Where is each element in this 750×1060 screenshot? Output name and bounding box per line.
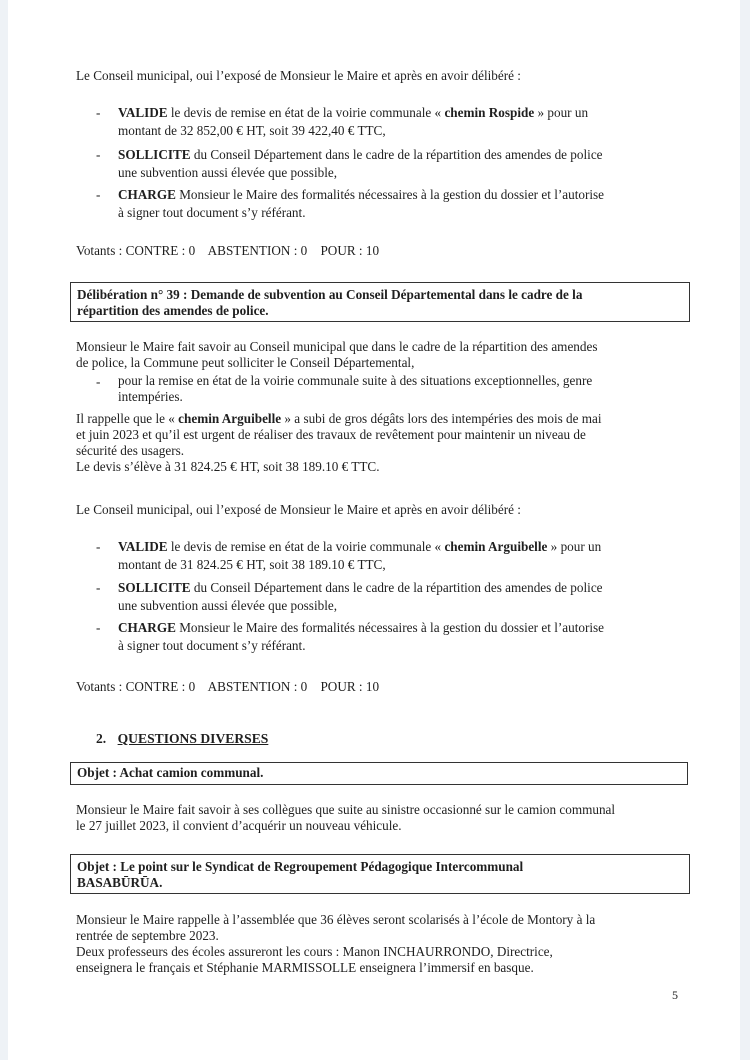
votes-2: Votants : CONTRE : 0 ABSTENTION : 0 POUR : 10: [76, 679, 380, 694]
objet-srpi-title: [70, 854, 690, 894]
objet-srpi-title-line-1: Objet : Le point sur le Syndicat de Regroupement Pédagogique Intercommunal: [77, 859, 524, 874]
page-number: 5: [672, 988, 678, 1002]
council-intro-2: Le Conseil municipal, oui l’exposé de Monsieur le Maire et après en avoir délibéré :: [76, 502, 521, 517]
objet-srpi-title-line-2: BASABŪRŪA.: [77, 875, 163, 890]
objet-srpi-text: Monsieur le Maire rappelle à l’assemblée que 36 élèves seront scolarisés à l’école de Montory à la rentrée de septembre 2023. Deux professeurs des écoles assureront les cours : Manon INCHAURRONDO, Directrice, enseignera le français et Stéphanie MARMISSOLLE enseignera l’immersif en basque.: [76, 912, 596, 975]
section-title: QUESTIONS DIVERSES: [117, 731, 269, 746]
decision-valide-2: VALIDE le devis de remise en état de la voirie communale « chemin Arguibelle » pour un montant de 31 824.25 € HT, soit 38 189.10 € TTC,: [118, 539, 602, 572]
page-edge-left: [0, 0, 8, 1060]
delib39-paragraph-1: Monsieur le Maire fait savoir au Conseil municipal que dans le cadre de la répartition des amendes de police, la Commune peut solliciter le Conseil Départemental,: [76, 339, 598, 370]
decision-charge-2: CHARGE Monsieur le Maire des formalités nécessaires à la gestion du dossier et l’autorise à signer tout document s’y référant.: [118, 620, 604, 653]
decision-valide-1: VALIDE le devis de remise en état de la voirie communale « chemin Rospide » pour un montant de 32 852,00 € HT, soit 39 422,40 € TTC,: [118, 105, 589, 138]
bullet-dash: -: [96, 105, 101, 120]
delib39-paragraph-2: Il rappelle que le « chemin Arguibelle » a subi de gros dégâts lors des intempéries des mois de mai et juin 2023 et qu’il est urgent de réaliser des travaux de revêtement pour maintenir un niveau de sécurité des usagers. Le devis s’élève à 31 824.25 € HT, soit 38 189.10 € TTC.: [76, 411, 602, 474]
deliberation-title-line-2: répartition des amendes de police.: [77, 303, 269, 318]
decision-sollicite-2: SOLLICITE du Conseil Département dans le cadre de la répartition des amendes de police une subvention aussi élevée que possible,: [118, 580, 603, 613]
bullet-dash: -: [96, 539, 101, 554]
decision-charge-1: CHARGE Monsieur le Maire des formalités nécessaires à la gestion du dossier et l’autorise à signer tout document s’y référant.: [118, 187, 604, 220]
section-heading: [96, 731, 268, 747]
bullet-dash: -: [96, 374, 101, 389]
council-intro-1: Le Conseil municipal, oui l’exposé de Monsieur le Maire et après en avoir délibéré :: [76, 68, 521, 83]
page-edge-right: [740, 0, 750, 1060]
section-number: 2.: [96, 731, 107, 746]
bullet-dash: -: [96, 620, 101, 635]
bullet-dash: -: [96, 187, 101, 202]
delib39-sub-item: pour la remise en état de la voirie communale suite à des situations exceptionnelles, genre intempéries.: [118, 373, 593, 404]
bullet-dash: -: [96, 580, 101, 595]
bullet-dash: -: [96, 147, 101, 162]
objet-achat-camion-title: Objet : Achat camion communal.: [70, 762, 688, 785]
deliberation-39-title: [70, 282, 690, 322]
objet-achat-camion-text: Monsieur le Maire fait savoir à ses collègues que suite au sinistre occasionné sur le camion communal le 27 juillet 2023, il convient d’acquérir un nouveau véhicule.: [76, 802, 616, 833]
votes-1: Votants : CONTRE : 0 ABSTENTION : 0 POUR : 10: [76, 243, 380, 258]
decision-sollicite-1: SOLLICITE du Conseil Département dans le cadre de la répartition des amendes de police une subvention aussi élevée que possible,: [118, 147, 603, 180]
deliberation-title-line-1: Délibération n° 39 : Demande de subvention au Conseil Départemental dans le cadre de la: [77, 287, 583, 302]
